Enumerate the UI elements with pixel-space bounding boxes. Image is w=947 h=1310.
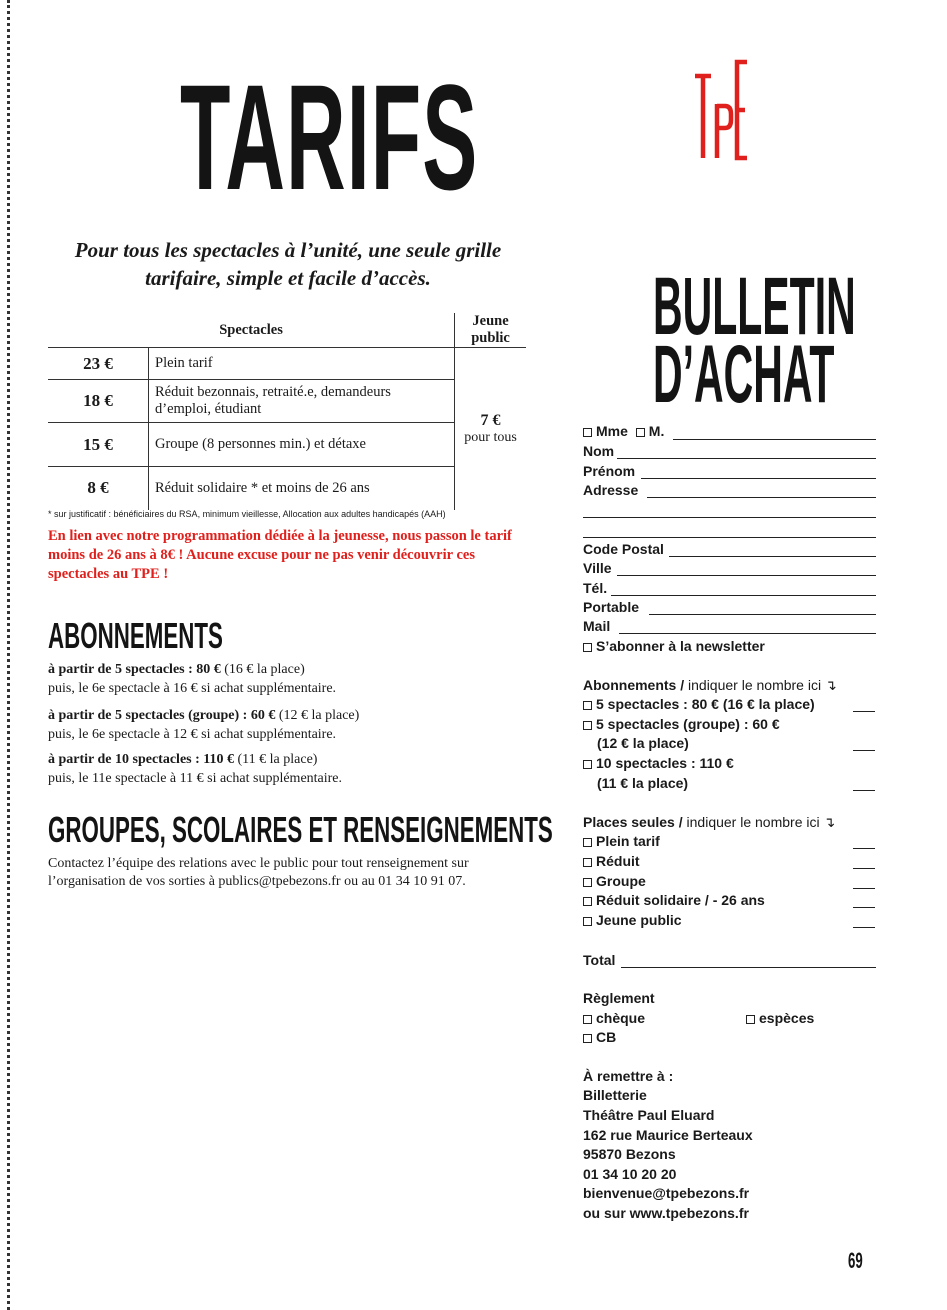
mme-label: Mme [596,423,628,439]
jeune-public-sub: pour tous [464,429,517,445]
code-postal-field[interactable] [669,556,876,557]
abonnements-title: ABONNEMENTS [48,615,223,656]
newsletter-label: S’abonner à la newsletter [596,638,765,654]
abonnements-heading-light: indiquer le nombre ici ↴ [684,677,837,693]
place-checkbox[interactable] [583,858,592,867]
ville-label: Ville [583,560,612,576]
total-label: Total [583,952,616,968]
place-option [583,890,765,910]
place-label: Réduit [596,853,640,869]
remettre-line: 95870 Bezons [583,1146,676,1162]
contact-text: Contactez l’équipe des relations avec le public pour tout renseignement sur l’organisation de vos sorties à publics@tpebezons.fr ou au 01 34 10 91 07. [48,856,469,889]
cb-label: CB [596,1029,617,1045]
abo-3-sub: (11 € la place) [597,775,689,791]
abonnement-item: à partir de 5 spectacles (groupe) : 60 € (12 € la place) puis, le 6e spectacle à 12 € si achat supplémentaire. [48,708,360,742]
abonnements-heading-bold: Abonnements / [583,677,685,693]
newsletter-row [583,636,765,656]
nom-label: Nom [583,443,615,459]
page-number: 69 [848,1248,863,1273]
bulletin-title-line2: D’ACHAT [653,329,835,420]
mail-label: Mail [583,618,611,634]
groupes-title: GROUPES, SCOLAIRES ET RENSEIGNEMENTS [48,809,553,850]
price-cell: 23 € [48,348,149,380]
cb-checkbox[interactable] [583,1034,592,1043]
places-heading-light: indiquer le nombre ici ↴ [682,814,836,830]
place-checkbox[interactable] [583,878,592,887]
abo-2-count[interactable] [853,750,875,751]
place-checkbox[interactable] [583,838,592,847]
total-field[interactable] [621,967,876,968]
adresse-field-2[interactable] [583,517,876,518]
place-count[interactable] [853,868,875,869]
price-cell: 18 € [48,380,149,423]
cheque-checkbox[interactable] [583,1015,592,1024]
abo-3-count[interactable] [853,790,875,791]
remettre-line: À remettre à : [583,1068,674,1084]
place-checkbox[interactable] [583,917,592,926]
price-cell: 15 € [48,423,149,467]
mail-field[interactable] [619,633,876,634]
m-checkbox[interactable] [636,428,645,437]
abo-1-checkbox[interactable] [583,701,592,710]
adresse-field-3[interactable] [583,537,876,538]
nom-field[interactable] [617,458,876,459]
especes-checkbox[interactable] [746,1015,755,1024]
place-option [583,831,660,851]
cheque-option [583,1008,645,1028]
abo-1-count[interactable] [853,711,875,712]
jeune-public-price: 7 € [480,411,501,429]
place-label: Réduit solidaire / - 26 ans [596,892,765,908]
especes-label: espèces [759,1010,815,1026]
tpe-logo [693,58,751,162]
abonnement-item: à partir de 10 spectacles : 110 € (11 € la place) puis, le 11e spectacle à 11 € si achat supplémentaire. [48,752,343,786]
portable-label: Portable [583,599,640,615]
abo-2-checkbox[interactable] [583,721,592,730]
code-postal-label: Code Postal [583,541,664,557]
adresse-label: Adresse [583,482,639,498]
remettre-line: Théâtre Paul Eluard [583,1107,715,1123]
mme-checkbox[interactable] [583,428,592,437]
tarif-table [48,313,526,510]
jeune-public-cell [455,348,526,510]
tpe-logo-icon [693,58,751,162]
reglement-label: Règlement [583,990,655,1006]
abo-option-2 [583,714,780,734]
abo-3-label: 10 spectacles : 110 € [596,755,734,771]
place-count[interactable] [853,888,875,889]
intro-text: Pour tous les spectacles à l’unité, une seule grille tarifaire, simple et facile d’accès. [74,238,502,290]
abonnements-heading [583,675,837,695]
tel-label: Tél. [583,580,608,596]
remettre-line: 01 34 10 20 20 [583,1166,677,1182]
tel-field[interactable] [611,595,876,596]
abo-option-1 [583,694,815,714]
place-option [583,871,646,891]
abo-3-checkbox[interactable] [583,760,592,769]
place-label: Groupe [596,873,646,889]
place-label: Plein tarif [596,833,660,849]
abonnement-item: à partir de 5 spectacles : 80 € (16 € la place) puis, le 6e spectacle à 16 € si achat supplémentaire. [48,662,337,696]
prenom-field[interactable] [641,478,876,479]
civility-field[interactable] [673,439,876,440]
civility-row [583,421,664,441]
price-cell: 8 € [87,478,109,498]
adresse-field[interactable] [647,497,876,498]
remettre-website[interactable]: ou sur www.tpebezons.fr [583,1205,749,1221]
page-title: TARIFS [180,53,479,221]
especes-option [746,1008,814,1028]
alert-text: En lien avec notre programmation dédiée à la jeunesse, nous passon le tarif moins de 26 ans à 8€ ! Aucune excuse pour ne pas venir découvrir ces spectacles au TPE ! [48,528,512,582]
abo-2-sub: (12 € la place) [597,735,689,751]
abo-option-3 [583,753,734,773]
place-label: Jeune public [596,912,682,928]
bulletin-title-line1: BULLETIN [653,261,856,352]
prenom-label: Prénom [583,463,636,479]
description-cell: Plein tarif [149,348,455,380]
newsletter-checkbox[interactable] [583,643,592,652]
cheque-label: chèque [596,1010,646,1026]
footnote: * sur justificatif : bénéficiaires du RSA, minimum vieillesse, Allocation aux adultes handicapés (AAH) [48,509,446,519]
remettre-email[interactable]: bienvenue@tpebezons.fr [583,1185,750,1201]
places-heading [583,812,835,832]
m-label: M. [648,423,665,439]
remettre-line: 162 rue Maurice Berteaux [583,1127,753,1143]
description-cell: Réduit solidaire * et moins de 26 ans [149,467,455,510]
place-count[interactable] [853,927,875,928]
description-cell: Réduit bezonnais, retraité.e, demandeurs d’emploi, étudiant [149,380,455,423]
abo-2-label: 5 spectacles (groupe) : 60 € [596,716,780,732]
header-jeune-public: Jeune public [455,313,526,348]
description-cell: Groupe (8 personnes min.) et détaxe [149,423,455,467]
place-option [583,851,640,871]
header-spectacles: Spectacles [48,313,455,348]
places-heading-bold: Places seules / [583,814,683,830]
place-count[interactable] [853,907,875,908]
portable-field[interactable] [649,614,876,615]
place-checkbox[interactable] [583,897,592,906]
remettre-line: Billetterie [583,1087,647,1103]
abo-1-label: 5 spectacles : 80 € (16 € la place) [596,696,815,712]
ville-field[interactable] [617,575,876,576]
cb-option [583,1027,616,1047]
perforation-line [7,0,10,1310]
place-option [583,910,682,930]
place-count[interactable] [853,848,875,849]
